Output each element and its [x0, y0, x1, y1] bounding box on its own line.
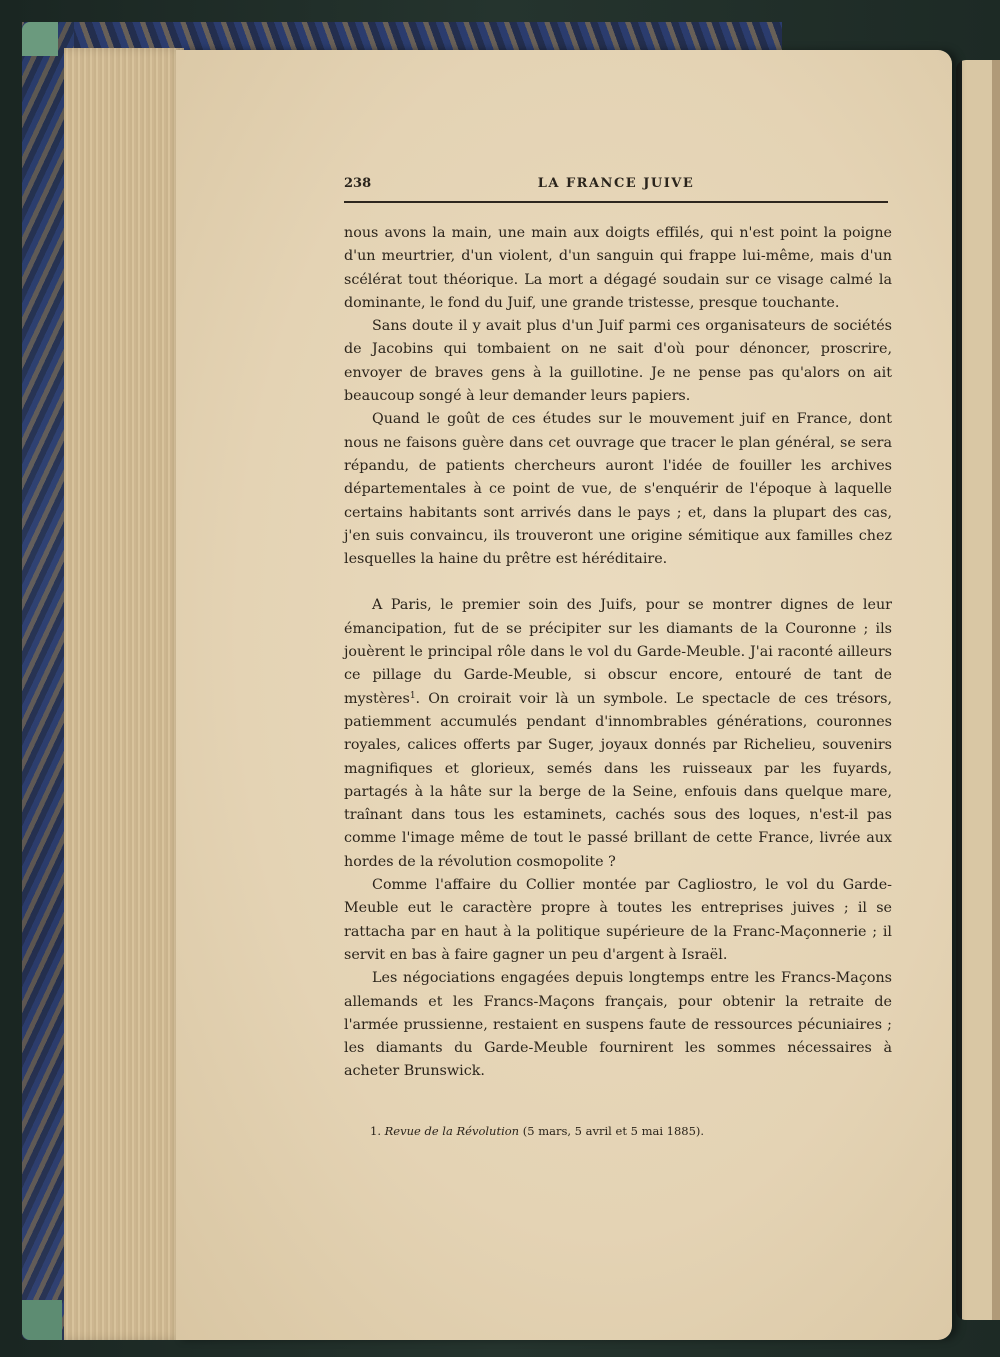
paragraph: Quand le goût de ces études sur le mouvement juif en France, dont nous ne faisons guère dans cet ouvrage que tracer le plan général, se sera répandu, de patients chercheurs auront l'idée de fouiller les archives départementales à ce point de vue, de s'enquérir de l'époque à laquelle certains habitants sont arrivés dans le pays ; et, dans la plupart des cas, j'en suis convaincu, ils trouveront une origine sémitique aux familles chez lesquelles la haine du prêtre est héréditaire.: [344, 411, 892, 568]
paragraph-text: . On croirait voir là un symbole. Le spectacle de ces trésors, patiemment accumulés pendant d'innombrables générations, couronnes royales, calices offerts par Suger, joyaux donnés par Richelieu, souvenirs magnifiques et glorieux, semés dans les ruisseaux par les fuyards, partagés à la hâte sur la berge de la Seine, enfouis dans quelque mare, traînant dans tous les estaminets, cachés sous des loques, n'est-il pas comme l'image même de tout le passé brillant de cette France, livrée aux hordes de la révolution cosmopolite ?: [344, 690, 892, 870]
page-edges: [64, 48, 184, 1340]
paragraph: nous avons la main, une main aux doigts effilés, qui n'est point la poigne d'un meurtrier, d'un violent, d'un sanguin qui frappe lui-même, mais d'un scélérat tout théorique. La mort a dégagé soudain sur ce visage calmé la dominante, le fond du Juif, une grande tristesse, presque touchante.: [344, 225, 892, 311]
binding-corner-bottom: [22, 1300, 62, 1340]
paragraph: Comme l'affaire du Collier montée par Cagliostro, le vol du Garde-Meuble eut le caractère propre à toutes les entreprises juives ; il se rattacha par en haut à la politique supérieure de la Franc-Maçonnerie ; il servit en bas à faire gagner un peu d'argent à Israël.: [344, 877, 892, 963]
paragraph-text: A Paris, le premier soin des Juifs, pour se montrer dignes de leur émancipation, fut de se précipiter sur les diamants de la Couronne ; ils jouèrent le principal rôle dans le vol du Garde-Meuble. J'ai raconté ailleurs ce pillage du Garde-Meuble, si obscur encore, entouré de tant de mystères: [344, 597, 892, 707]
footnote: [370, 1124, 890, 1138]
running-head: [344, 174, 888, 196]
header-rule: [344, 201, 888, 203]
page-number: 238: [344, 176, 372, 191]
binding-corner-top: [22, 22, 58, 56]
facing-page-edge: [956, 60, 1000, 1320]
running-title: LA FRANCE JUIVE: [537, 176, 695, 191]
footnote-title: Revue de la Révolution: [384, 1124, 520, 1138]
paragraph: Sans doute il y avait plus d'un Juif parmi ces organisateurs de sociétés de Jacobins qui tombaient on ne sait d'où pour dénoncer, proscrire, envoyer de braves gens à la guillotine. Je ne pense pas qu'alors on ait beaucoup songé à leur demander leurs papiers.: [344, 318, 892, 405]
footnote-details: (5 mars, 5 avril et 5 mai 1885).: [522, 1124, 705, 1138]
paragraph: Les négociations engagées depuis longtemps entre les Francs-Maçons allemands et les Francs-Maçons français, pour obtenir la retraite de l'armée prussienne, restaient en suspens faute de ressources pécuniaires ; les diamants du Garde-Meuble fournirent les sommes nécessaires à acheter Brunswick.: [344, 970, 892, 1080]
footnote-number: 1.: [370, 1124, 381, 1138]
body-text: [344, 222, 892, 1084]
footnote-reference: 1: [409, 690, 416, 701]
paragraph: [344, 594, 892, 874]
